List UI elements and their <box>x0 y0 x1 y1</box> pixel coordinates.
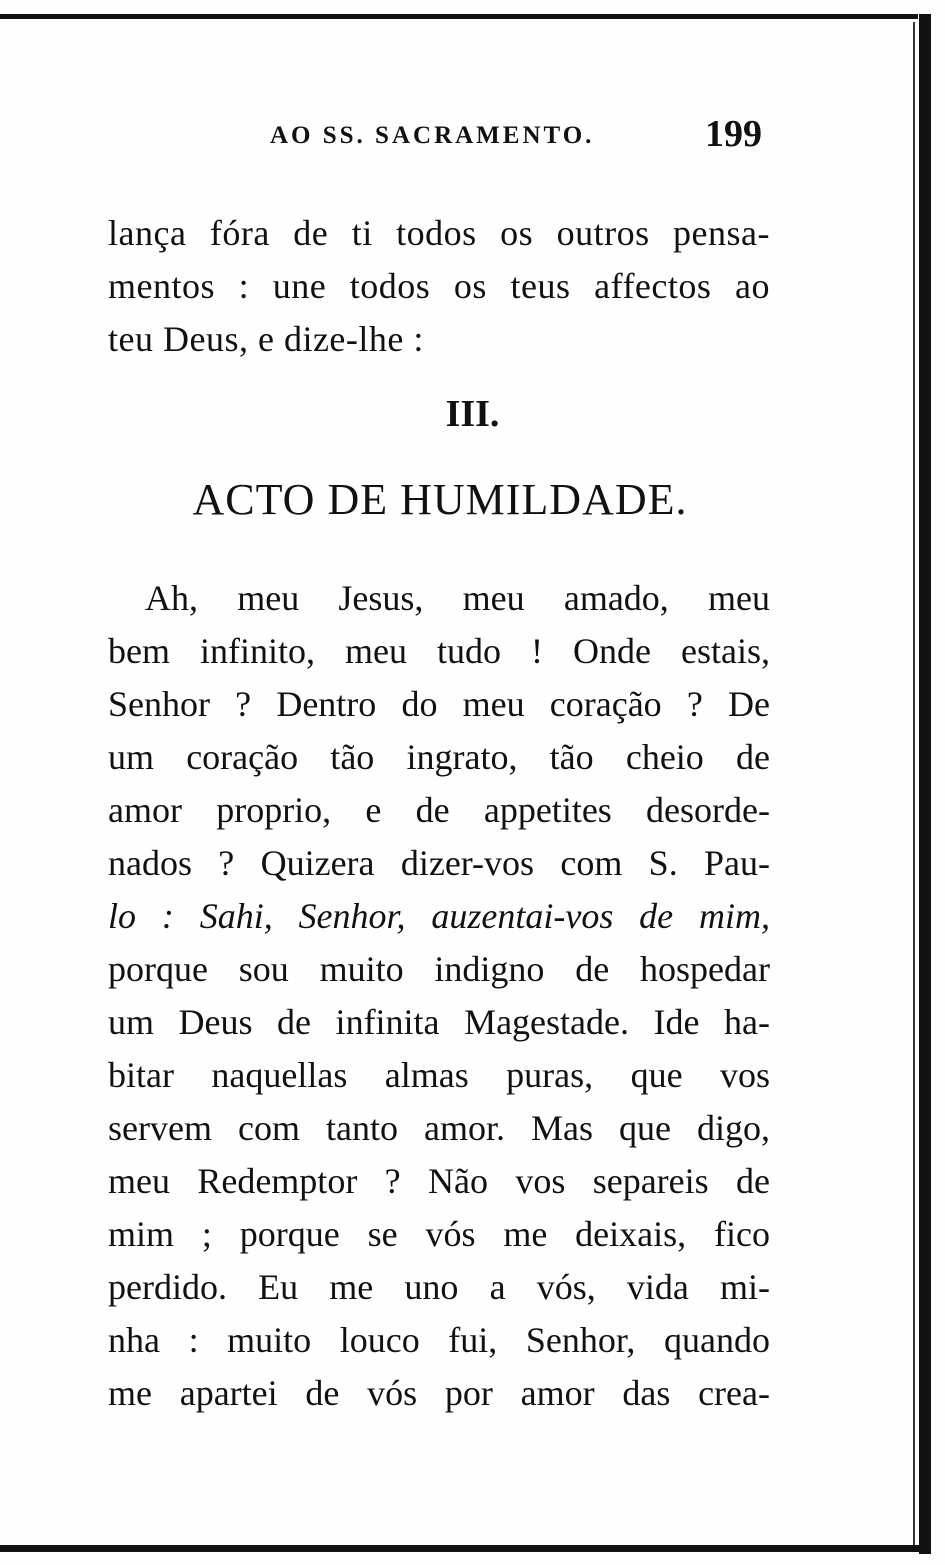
paragraph-line: porque sou muito indigno de hospedar <box>108 949 770 989</box>
section-heading: ACTO DE HUMILDADE. <box>192 475 688 524</box>
paragraph-line: Ah, meu Jesus, meu amado, meu <box>145 578 770 618</box>
section-number: III. <box>445 393 500 435</box>
paragraph-line: amor proprio, e de appetites desorde- <box>108 790 770 830</box>
right-inner-rule <box>913 22 915 1547</box>
paragraph-line: meu Redemptor ? Não vos separeis de <box>108 1161 770 1201</box>
paragraph-line: um coração tão ingrato, tão cheio de <box>108 737 770 777</box>
italic-text: lo : <box>108 896 174 936</box>
paragraph-line: bitar naquellas almas puras, que vos <box>108 1055 770 1095</box>
page-number: 199 <box>705 113 762 155</box>
paragraph-line: um Deus de infinita Magestade. Ide ha- <box>108 1002 770 1042</box>
running-head: AO SS. SACRAMENTO. <box>270 122 595 149</box>
paragraph-line: me apartei de vós por amor das crea- <box>108 1373 770 1413</box>
paragraph-line: Senhor ? Dentro do meu coração ? De <box>108 684 770 724</box>
top-border-rule <box>0 14 918 19</box>
paragraph-line <box>108 890 770 943</box>
text-line: teu Deus, e dize-lhe : <box>108 319 424 359</box>
italic-text: Sahi, Senhor, auzentai-vos de mim, <box>199 896 770 936</box>
paragraph-line: servem com tanto amor. Mas que digo, <box>108 1108 770 1148</box>
text-line: mentos : une todos os teus affectos ao <box>108 266 770 306</box>
right-border-rule <box>919 14 931 1554</box>
text-line: lança fóra de ti todos os outros pensa- <box>108 213 770 253</box>
bottom-border-rule <box>0 1545 930 1552</box>
paragraph-line: nha : muito louco fui, Senhor, quando <box>108 1320 770 1360</box>
paragraph-line: bem infinito, meu tudo ! Onde estais, <box>108 631 770 671</box>
paragraph-line: mim ; porque se vós me deixais, fico <box>108 1214 770 1254</box>
paragraph-line: perdido. Eu me uno a vós, vida mi- <box>108 1267 770 1307</box>
paragraph-line: nados ? Quizera dizer-vos com S. Pau- <box>108 843 770 883</box>
